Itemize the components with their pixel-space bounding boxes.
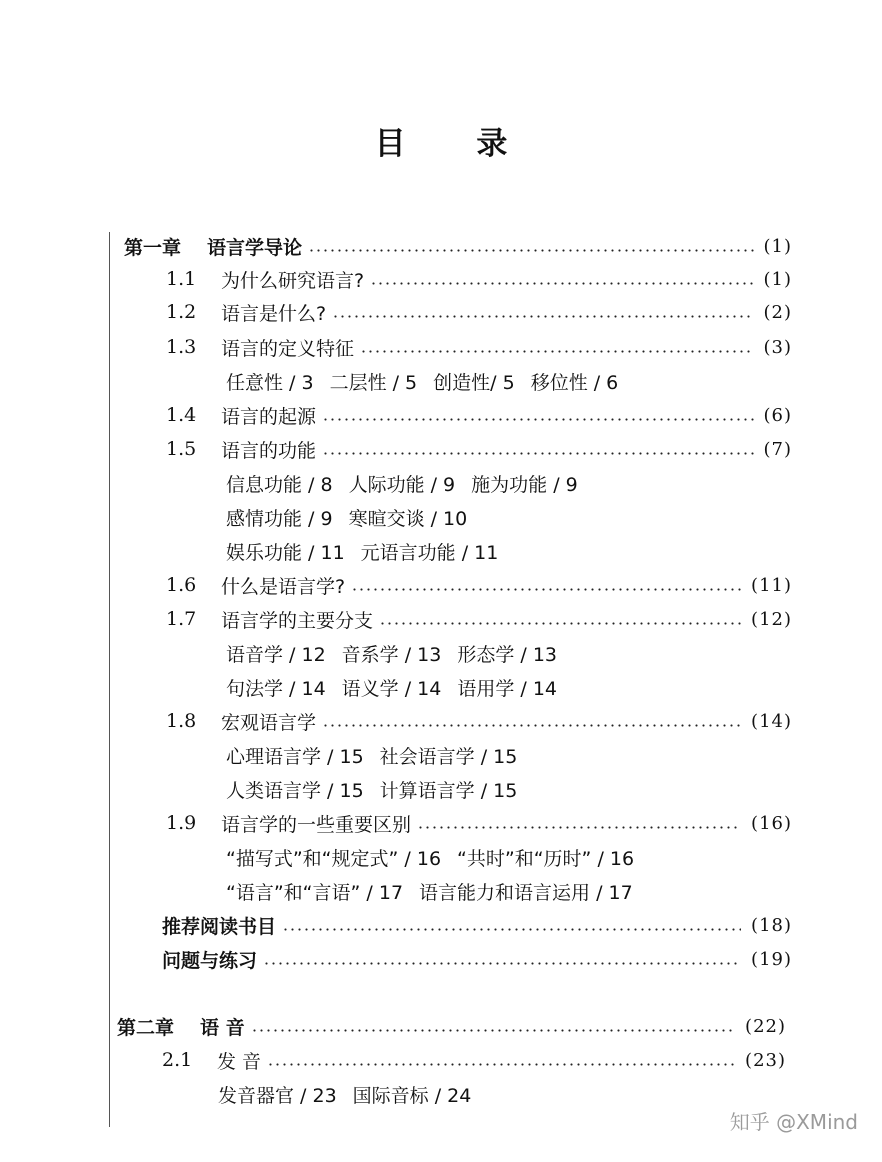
page-number: (22) bbox=[745, 1015, 786, 1037]
section-number: 1.5 bbox=[166, 438, 197, 460]
entry-title: 语言是什么? bbox=[221, 302, 327, 325]
watermark: 知乎 @XMind bbox=[729, 1110, 858, 1134]
section-number: 1.4 bbox=[166, 404, 197, 426]
toc-subtopic: 形态学 / 13 bbox=[457, 643, 558, 666]
entry-title: 语言的定义特征 bbox=[221, 337, 355, 360]
toc-subtopic: 计算语言学 / 15 bbox=[379, 779, 518, 802]
toc-subtopic: “语言”和“言语” / 17 bbox=[226, 881, 404, 904]
toc-subtopic: 音系学 / 13 bbox=[341, 643, 442, 666]
dot-leader bbox=[417, 826, 741, 829]
toc-subtopic: 国际音标 / 24 bbox=[352, 1084, 472, 1107]
entry-title: 语言学导论 bbox=[207, 236, 303, 259]
section-number: 1.1 bbox=[166, 268, 197, 290]
page-number: (6) bbox=[763, 404, 792, 426]
dot-leader bbox=[282, 928, 741, 931]
dot-leader bbox=[263, 962, 741, 965]
entry-title: 宏观语言学 bbox=[221, 711, 317, 734]
page-number: (7) bbox=[763, 438, 792, 460]
dot-leader bbox=[308, 249, 753, 252]
toc-entry bbox=[166, 400, 792, 430]
toc-subtopics bbox=[226, 876, 649, 906]
toc-entry bbox=[166, 332, 792, 362]
toc-entry bbox=[166, 808, 792, 838]
toc-entry bbox=[162, 910, 792, 940]
toc-entry bbox=[166, 434, 792, 464]
toc-subtopic: 人际功能 / 9 bbox=[348, 473, 456, 496]
page-number: (11) bbox=[751, 574, 792, 596]
dot-leader bbox=[267, 1063, 735, 1066]
dot-leader bbox=[322, 418, 753, 421]
toc-subtopic: 施为功能 / 9 bbox=[471, 473, 578, 496]
page-number: (3) bbox=[763, 336, 792, 358]
toc-subtopics bbox=[218, 1079, 487, 1109]
toc-subtopic: 寒暄交谈 / 10 bbox=[348, 507, 468, 530]
dot-leader bbox=[322, 724, 741, 727]
toc-entry bbox=[166, 706, 792, 736]
section-number: 1.7 bbox=[166, 608, 197, 630]
margin-rule bbox=[109, 232, 110, 1127]
entry-title: 语 音 bbox=[200, 1016, 245, 1039]
toc-subtopic: 二层性 / 5 bbox=[329, 371, 418, 394]
toc-subtopics bbox=[226, 638, 573, 668]
toc-entry bbox=[166, 570, 792, 600]
toc-subtopics bbox=[226, 672, 573, 702]
entry-title: 语言学的主要分支 bbox=[221, 609, 374, 632]
toc-subtopic: 句法学 / 14 bbox=[226, 677, 326, 700]
toc-subtopic: 信息功能 / 8 bbox=[226, 473, 333, 496]
dot-leader bbox=[370, 282, 753, 285]
page-number: (18) bbox=[751, 914, 792, 936]
section-number: 2.1 bbox=[162, 1049, 193, 1071]
dot-leader bbox=[332, 315, 753, 318]
toc-subtopic: 创造性/ 5 bbox=[433, 371, 515, 394]
page-number: (16) bbox=[751, 812, 792, 834]
toc-entry bbox=[166, 297, 792, 327]
toc-subtopic: 社会语言学 / 15 bbox=[379, 745, 518, 768]
toc-subtopic: 任意性 / 3 bbox=[226, 371, 314, 394]
toc-subtopics bbox=[226, 774, 533, 804]
entry-title: 语言的起源 bbox=[221, 405, 317, 428]
toc-subtopics bbox=[226, 366, 634, 396]
chapter-number: 第一章 bbox=[124, 236, 182, 259]
toc-chapter-entry bbox=[124, 231, 792, 261]
dot-leader bbox=[360, 350, 753, 353]
toc-subtopic: 语言能力和语言运用 / 17 bbox=[419, 881, 633, 904]
page-number: (19) bbox=[751, 948, 792, 970]
toc-entry bbox=[162, 944, 792, 974]
page-number: (1) bbox=[763, 268, 792, 290]
toc-subtopic: “共时”和“历时” / 16 bbox=[457, 847, 635, 870]
chapter-number: 第二章 bbox=[117, 1016, 175, 1039]
entry-title: 语言的功能 bbox=[221, 439, 317, 462]
toc-subtopics bbox=[226, 740, 533, 770]
toc-subtopic: 人类语言学 / 15 bbox=[226, 779, 364, 802]
toc-entry bbox=[166, 264, 792, 294]
toc-chapter-entry bbox=[117, 1011, 786, 1041]
toc-subtopic: 发音器官 / 23 bbox=[218, 1084, 337, 1107]
toc-subtopics bbox=[226, 842, 650, 872]
page-number: (23) bbox=[745, 1049, 786, 1071]
page-number: (12) bbox=[751, 608, 792, 630]
toc-subtopics bbox=[226, 502, 483, 532]
section-number: 1.8 bbox=[166, 710, 197, 732]
toc-subtopic: “描写式”和“规定式” / 16 bbox=[226, 847, 442, 870]
toc-entry bbox=[162, 1045, 786, 1075]
dot-leader bbox=[251, 1029, 735, 1032]
dot-leader bbox=[351, 588, 741, 591]
page-title: 目 录 bbox=[374, 126, 538, 162]
entry-title: 推荐阅读书目 bbox=[162, 915, 277, 938]
toc-subtopic: 语音学 / 12 bbox=[226, 643, 326, 666]
toc-subtopic: 感情功能 / 9 bbox=[226, 507, 333, 530]
toc-subtopic: 心理语言学 / 15 bbox=[226, 745, 364, 768]
section-number: 1.3 bbox=[166, 336, 197, 358]
toc-subtopic: 元语言功能 / 11 bbox=[360, 541, 499, 564]
section-number: 1.6 bbox=[166, 574, 197, 596]
section-number: 1.2 bbox=[166, 301, 197, 323]
page-number: (2) bbox=[763, 301, 792, 323]
entry-title: 问题与练习 bbox=[162, 949, 258, 972]
dot-leader bbox=[379, 622, 741, 625]
entry-title: 语言学的一些重要区别 bbox=[221, 813, 412, 836]
toc-subtopic: 语义学 / 14 bbox=[341, 677, 442, 700]
page-number: (14) bbox=[751, 710, 792, 732]
toc-subtopics bbox=[226, 536, 514, 566]
toc-subtopic: 娱乐功能 / 11 bbox=[226, 541, 345, 564]
entry-title: 发 音 bbox=[217, 1050, 262, 1073]
section-number: 1.9 bbox=[166, 812, 197, 834]
toc-subtopics bbox=[226, 468, 594, 498]
entry-title: 什么是语言学? bbox=[221, 575, 346, 598]
page-number: (1) bbox=[763, 235, 792, 257]
toc-subtopic: 移位性 / 6 bbox=[530, 371, 619, 394]
entry-title: 为什么研究语言? bbox=[221, 269, 365, 292]
toc-subtopic: 语用学 / 14 bbox=[457, 677, 558, 700]
dot-leader bbox=[322, 452, 753, 455]
toc-entry bbox=[166, 604, 792, 634]
